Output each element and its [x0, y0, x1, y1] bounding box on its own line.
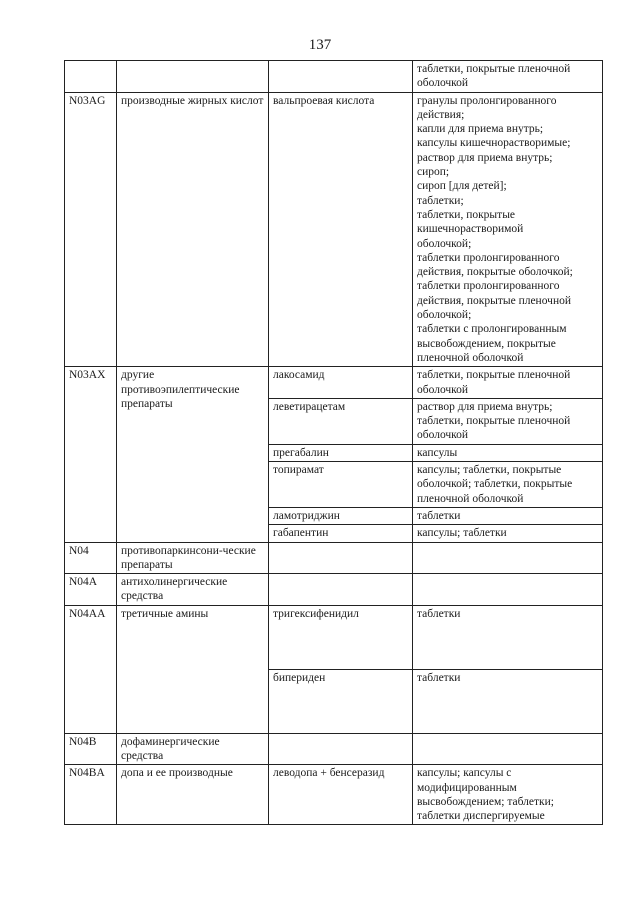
dosage-form-line: капли для приема внутрь;: [417, 123, 544, 136]
dosage-form-line: оболочкой: [417, 383, 469, 396]
dosage-form-line: таблетки;: [417, 194, 464, 207]
dosage-form-line: пленочной оболочкой: [417, 492, 524, 505]
dosage-form-line: таблетки: [417, 671, 461, 684]
group-name-cell: дофаминергические средства: [117, 733, 269, 765]
dosage-form-line: таблетки: [417, 509, 461, 522]
dosage-form-line: таблетки, покрытые: [417, 208, 516, 221]
atc-code-cell: N04A: [65, 574, 117, 606]
table-row: [65, 574, 603, 606]
dosage-form-line: капсулы кишечнорастворимые;: [417, 137, 571, 150]
atc-code-cell: N04: [65, 542, 117, 574]
drug-name-cell: [269, 574, 413, 606]
group-name-cell: производные жирных кислот: [117, 92, 269, 367]
dosage-form-line: капсулы; капсулы с: [417, 767, 512, 780]
group-name-cell: [117, 61, 269, 93]
dosage-form-cell: [413, 669, 603, 733]
drug-table: [64, 60, 603, 825]
dosage-form-line: таблетки диспергируемые: [417, 810, 545, 823]
dosage-form-cell: [413, 367, 603, 399]
dosage-form-line: капсулы; таблетки, покрытые: [417, 464, 562, 477]
drug-name-cell: вальпроевая кислота: [269, 92, 413, 367]
dosage-form-cell: [413, 61, 603, 93]
group-name-cell: противопаркинсони-ческие препараты: [117, 542, 269, 574]
dosage-form-line: сироп [для детей];: [417, 180, 507, 193]
dosage-form-line: таблетки пролонгированного: [417, 280, 560, 293]
dosage-form-cell: [413, 605, 603, 669]
group-name-cell: другие противоэпилептические препараты: [117, 367, 269, 542]
dosage-form-line: сироп;: [417, 166, 450, 179]
dosage-form-cell: [413, 444, 603, 461]
dosage-form-line: раствор для приема внутрь;: [417, 151, 553, 164]
page-number: 137: [308, 37, 332, 53]
group-name-cell: допа и ее производные: [117, 765, 269, 825]
dosage-form-line: таблетки с пролонгированным: [417, 323, 567, 336]
drug-name-cell: тригексифенидил: [269, 605, 413, 669]
atc-code-cell: N04BA: [65, 765, 117, 825]
table-row: [65, 92, 603, 367]
atc-code-cell: N03AX: [65, 367, 117, 542]
atc-code-cell: N04AA: [65, 605, 117, 733]
dosage-form-line: капсулы: [417, 446, 458, 459]
drug-name-cell: прегабалин: [269, 444, 413, 461]
atc-code-cell: N03AG: [65, 92, 117, 367]
dosage-form-cell: [413, 574, 603, 606]
dosage-form-line: таблетки: [417, 607, 461, 620]
table-row: [65, 61, 603, 93]
table-row: [65, 367, 603, 399]
drug-name-cell: ламотриджин: [269, 507, 413, 524]
dosage-form-line: таблетки, покрытые пленочной: [417, 415, 571, 428]
dosage-form-cell: [413, 507, 603, 524]
dosage-form-cell: [413, 765, 603, 825]
dosage-form-line: оболочкой; таблетки, покрытые: [417, 478, 573, 491]
dosage-form-line: таблетки, покрытые пленочной: [417, 369, 571, 382]
atc-code-cell: N04B: [65, 733, 117, 765]
dosage-form-line: капсулы; таблетки: [417, 527, 507, 540]
dosage-form-line: оболочкой: [417, 429, 469, 442]
table-row: [65, 605, 603, 669]
table-row: [65, 733, 603, 765]
dosage-form-line: гранулы пролонгированного: [417, 94, 557, 107]
drug-name-cell: [269, 733, 413, 765]
dosage-form-cell: [413, 525, 603, 542]
dosage-form-line: раствор для приема внутрь;: [417, 400, 553, 413]
dosage-form-line: кишечнорастворимой: [417, 223, 524, 236]
drug-name-cell: лакосамид: [269, 367, 413, 399]
dosage-form-line: модифицированным: [417, 781, 517, 794]
dosage-form-line: высвобождением, покрытые: [417, 337, 556, 350]
dosage-form-line: действия, покрытые пленочной: [417, 294, 572, 307]
dosage-form-line: действия, покрытые оболочкой;: [417, 266, 573, 279]
dosage-form-line: оболочкой;: [417, 309, 472, 322]
drug-name-cell: бипериден: [269, 669, 413, 733]
dosage-form-line: таблетки пролонгированного: [417, 251, 560, 264]
dosage-form-cell: [413, 462, 603, 508]
dosage-form-cell: [413, 542, 603, 574]
dosage-form-cell: [413, 398, 603, 444]
table-row: [65, 542, 603, 574]
dosage-form-line: высвобождением; таблетки;: [417, 795, 554, 808]
drug-name-cell: габапентин: [269, 525, 413, 542]
atc-code-cell: [65, 61, 117, 93]
drug-name-cell: [269, 61, 413, 93]
dosage-form-cell: [413, 733, 603, 765]
dosage-form-cell: [413, 92, 603, 367]
dosage-form-line: оболочкой: [417, 77, 469, 90]
drug-name-cell: леводопа + бенсеразид: [269, 765, 413, 825]
dosage-form-line: таблетки, покрытые пленочной: [417, 63, 571, 75]
drug-name-cell: [269, 542, 413, 574]
group-name-cell: третичные амины: [117, 605, 269, 733]
dosage-form-line: пленочной оболочкой: [417, 351, 524, 364]
drug-name-cell: топирамат: [269, 462, 413, 508]
dosage-form-line: оболочкой;: [417, 237, 472, 250]
group-name-cell: антихолинергические средства: [117, 574, 269, 606]
table-row: [65, 765, 603, 825]
dosage-form-line: действия;: [417, 108, 465, 121]
drug-name-cell: леветирацетам: [269, 398, 413, 444]
